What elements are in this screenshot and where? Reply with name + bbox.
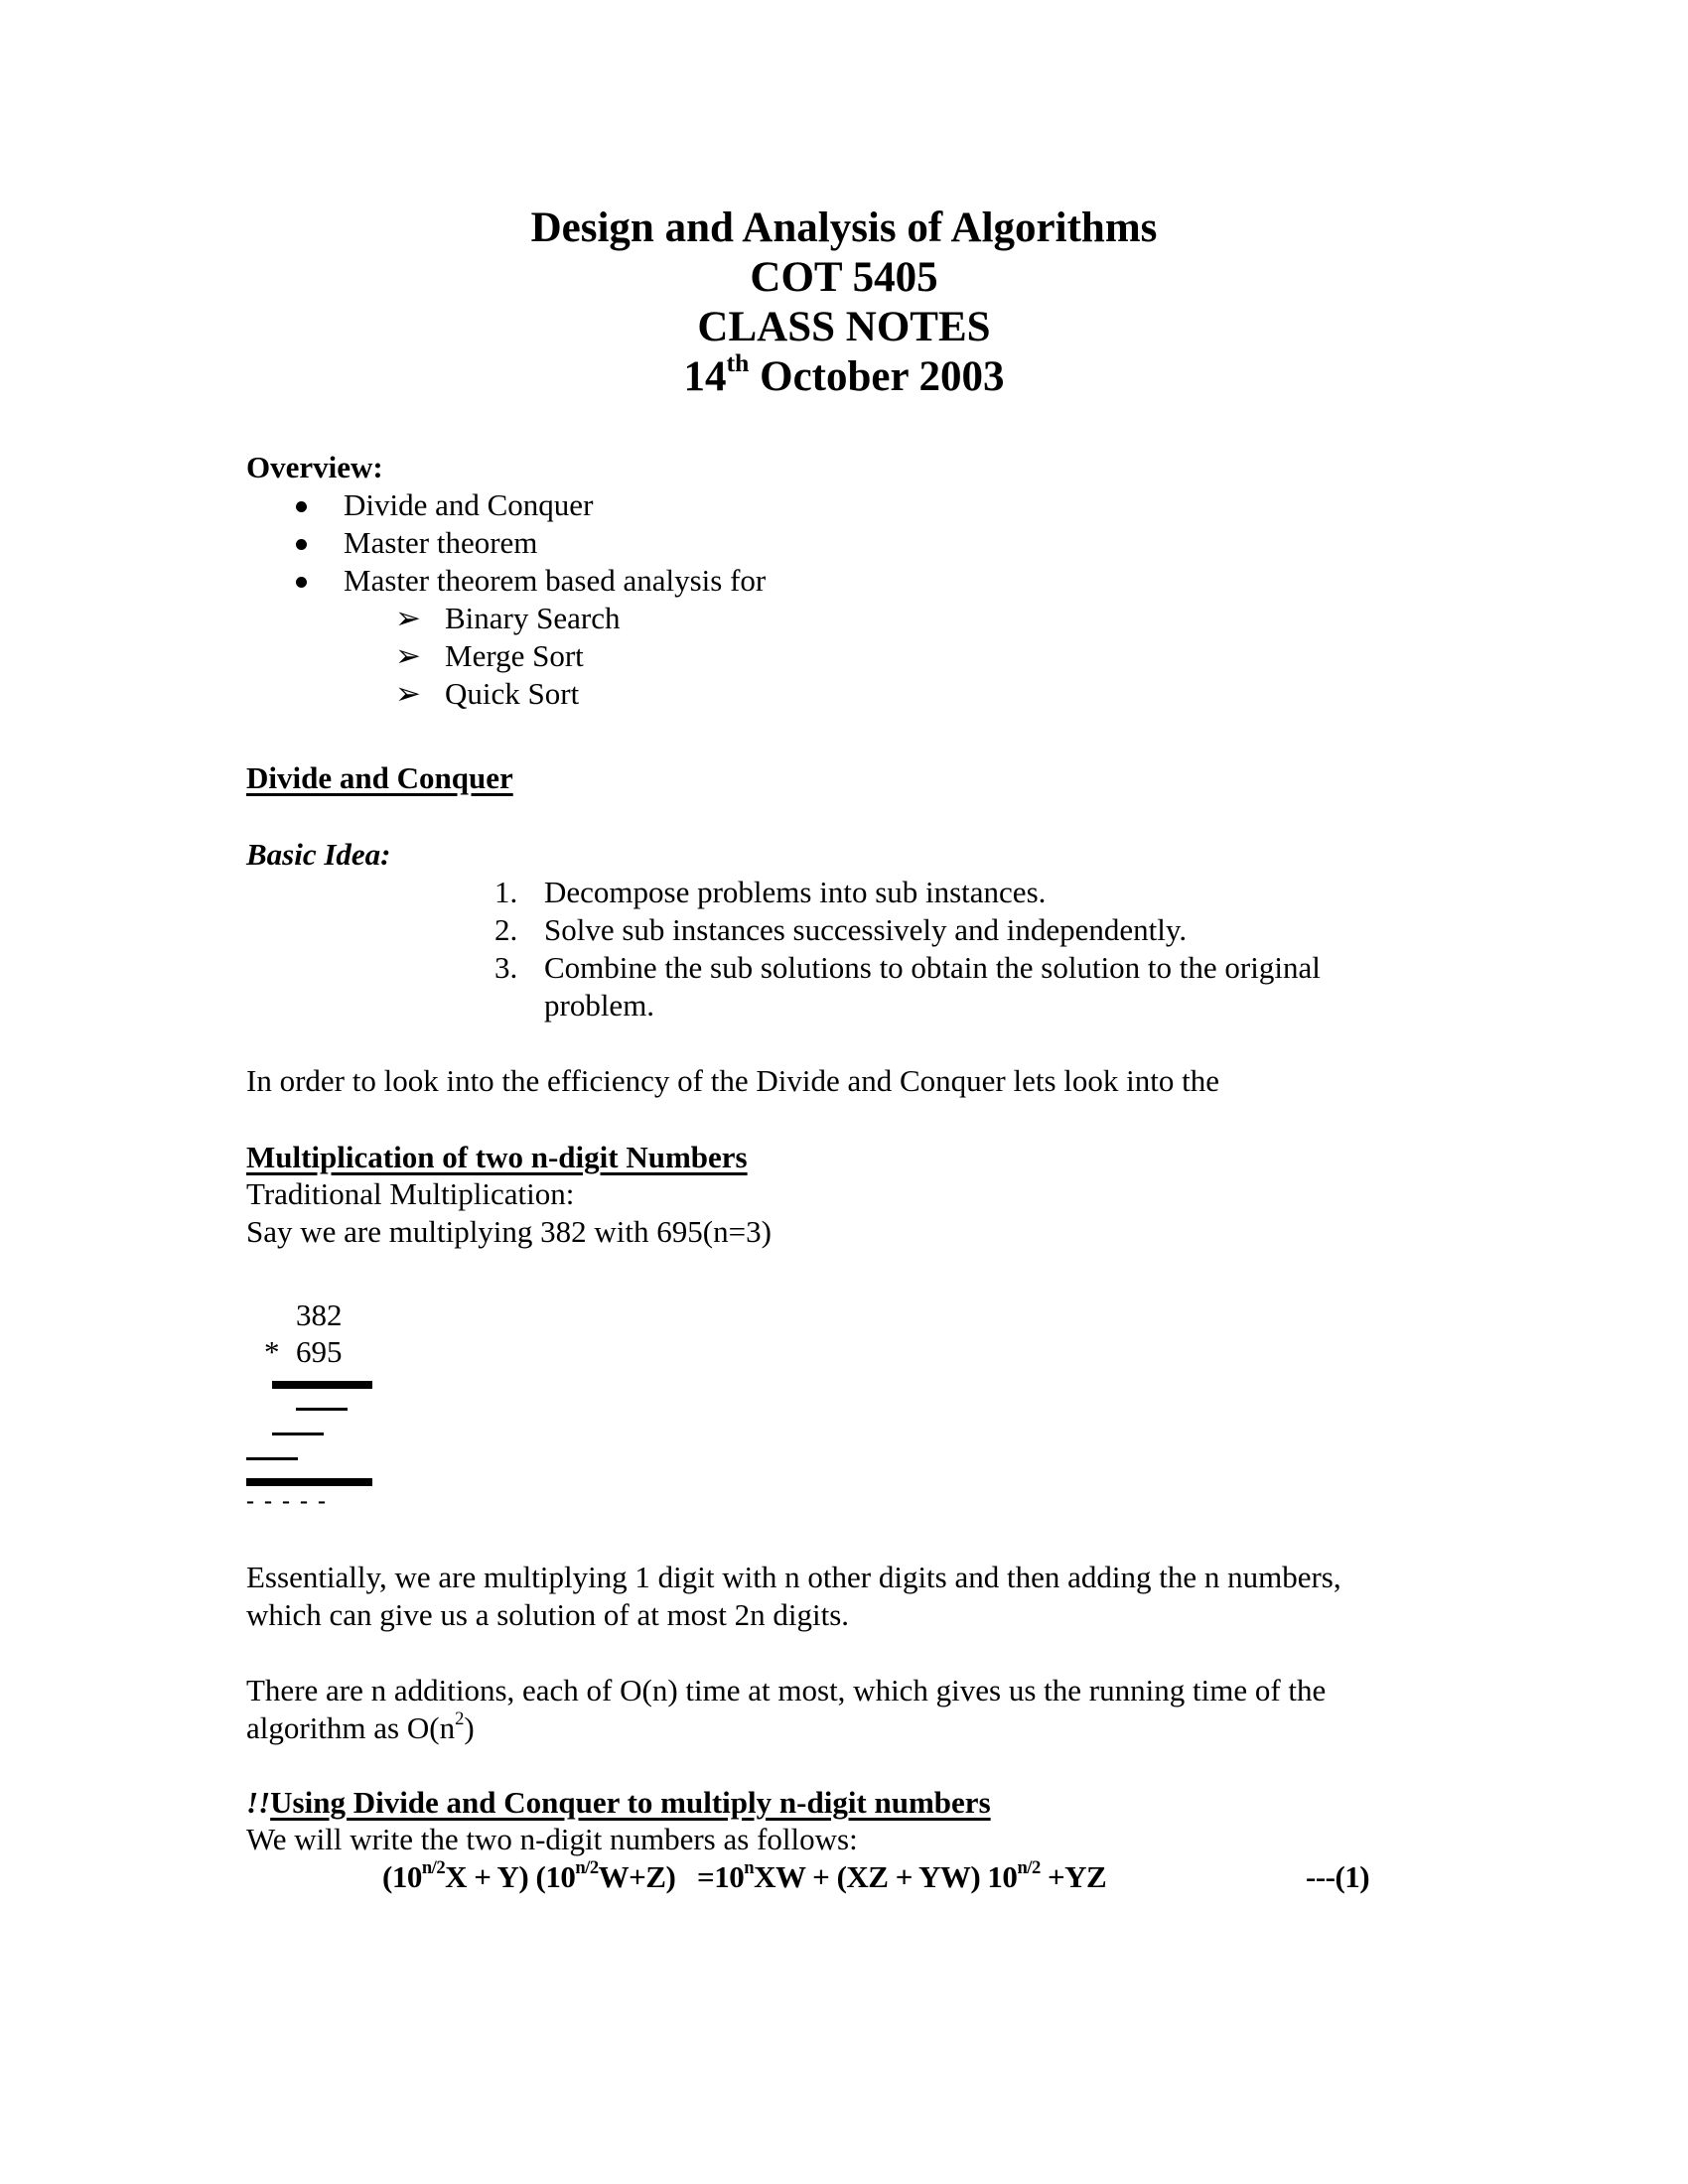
date-suffix: th <box>726 347 750 377</box>
overview-heading: Overview: <box>246 450 383 484</box>
step-text: Combine the sub solutions to obtain the solution to the original <box>544 950 1321 985</box>
eq-exponent: n <box>744 1857 755 1879</box>
eq-part: +YZ <box>1040 1859 1107 1894</box>
eq-exponent: n/2 <box>421 1857 446 1879</box>
arrow-bullet-icon: ➢ <box>395 601 421 635</box>
overview-item-label: Master theorem <box>344 525 538 560</box>
date-day: 14 <box>683 353 727 400</box>
step-number: 1. <box>494 875 518 909</box>
overview-item-label: Master theorem based analysis for <box>344 563 767 598</box>
bullet-icon <box>296 539 307 550</box>
step-text: Decompose problems into sub instances. <box>544 875 1047 909</box>
multiply-operator: * <box>264 1334 280 1369</box>
course-code: COT 5405 <box>750 254 938 301</box>
arrow-bullet-icon: ➢ <box>395 676 421 711</box>
section-heading-divide-conquer: Divide and Conquer <box>246 760 513 795</box>
step-text: Solve sub instances successively and independently. <box>544 912 1188 947</box>
example-text: Say we are multiplying 382 with 695(n=3) <box>246 1214 772 1249</box>
equation <box>382 1857 1107 1894</box>
basic-idea-label: Basic Idea: <box>246 837 391 872</box>
eq-part: (10 <box>382 1859 422 1894</box>
operand-1: 382 <box>296 1297 343 1332</box>
heading-text: Using Divide and Conquer to multiply n-digit numbers <box>270 1785 991 1820</box>
doc-type: CLASS NOTES <box>697 304 991 350</box>
paragraph-line: There are n additions, each of O(n) time at most, which gives us the running time of the <box>246 1673 1327 1707</box>
eq-part: X + Y) (10 <box>445 1859 576 1894</box>
partial-product-line <box>296 1408 348 1411</box>
eq-exponent: n/2 <box>1017 1857 1041 1879</box>
exponent: 2 <box>455 1708 465 1730</box>
bullet-icon <box>296 501 307 512</box>
overview-subitem-label: Quick Sort <box>445 676 580 711</box>
result-dashes: - - - - - <box>246 1488 328 1514</box>
step-item-continuation: problem. <box>544 988 655 1023</box>
complexity-close: ) <box>464 1710 475 1745</box>
sum-divider-thick <box>246 1478 372 1486</box>
overview-item-label: Divide and Conquer <box>344 487 594 522</box>
intro-text: We will write the two n-digit numbers as follows: <box>246 1822 858 1856</box>
doc-title: Design and Analysis of Algorithms <box>530 205 1158 251</box>
section-heading-dc-multiply <box>246 1787 991 1818</box>
eq-part: XW + (XZ + YW) 10 <box>754 1859 1018 1894</box>
eq-part: W+Z) =10 <box>598 1859 745 1894</box>
partial-product-line <box>246 1457 298 1460</box>
traditional-label: Traditional Multiplication: <box>246 1176 575 1211</box>
date-rest: October 2003 <box>749 353 1005 400</box>
partial-product-line <box>272 1433 324 1435</box>
doc-date <box>0 347 1688 400</box>
paragraph-line: Essentially, we are multiplying 1 digit with n other digits and then adding the n numbers, <box>246 1560 1341 1594</box>
eq-exponent: n/2 <box>575 1857 599 1879</box>
section-heading-multiplication: Multiplication of two n-digit Numbers <box>246 1140 748 1174</box>
emphasis-prefix: !! <box>246 1785 271 1820</box>
complexity-text: algorithm as O(n <box>246 1710 456 1745</box>
step-number: 3. <box>494 950 518 985</box>
equation-label: ---(1) <box>1306 1859 1370 1894</box>
paragraph-line: which can give us a solution of at most 2n digits. <box>246 1597 850 1632</box>
bullet-icon <box>296 577 307 588</box>
arrow-bullet-icon: ➢ <box>395 638 421 673</box>
overview-subitem-label: Binary Search <box>445 601 621 635</box>
operand-2: 695 <box>296 1334 343 1369</box>
overview-subitem-label: Merge Sort <box>445 638 584 673</box>
transition-paragraph: In order to look into the efficiency of the Divide and Conquer lets look into the <box>246 1063 1219 1098</box>
result-divider-thick <box>272 1381 372 1389</box>
paragraph-line <box>246 1708 475 1745</box>
step-number: 2. <box>494 912 518 947</box>
